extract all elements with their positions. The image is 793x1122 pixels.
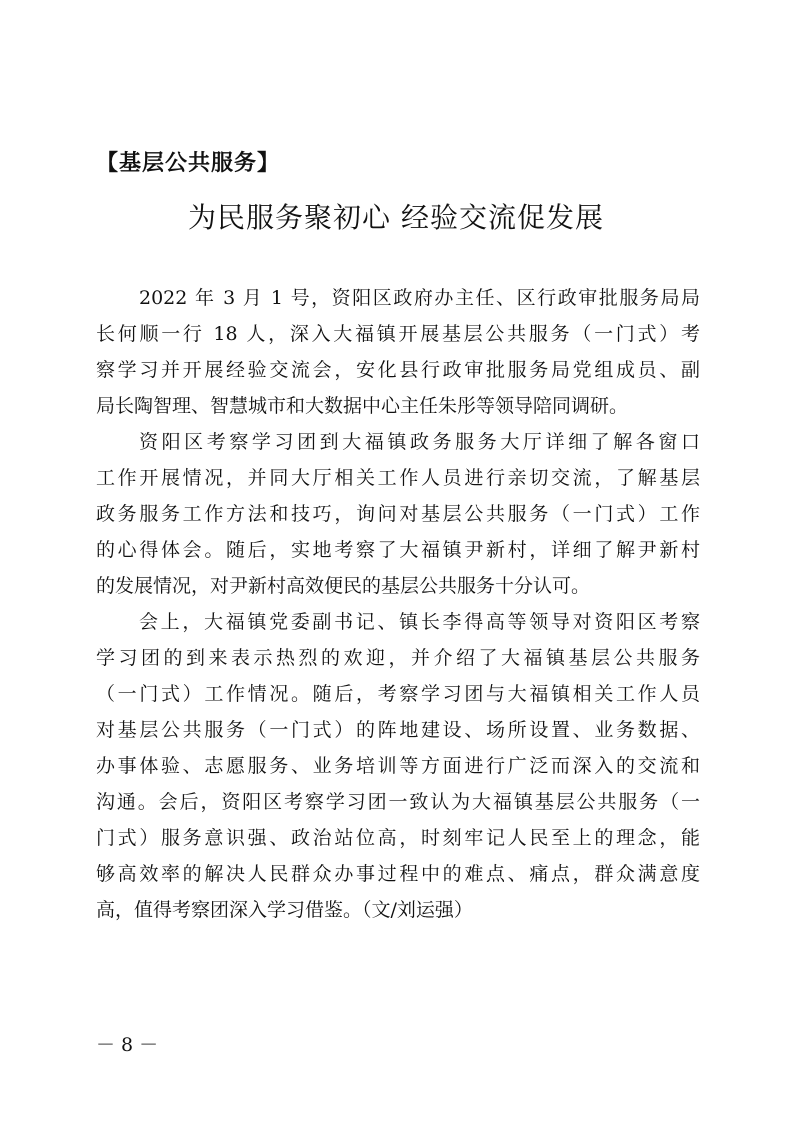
paragraph-2-line-1: 资阳区考察学习团到大福镇政务服务大厅详细了解各窗口: [139, 431, 700, 453]
paragraph-3-line-6: 沟通。会后，资阳区考察学习团一致认为大福镇基层公共服务（一: [96, 791, 700, 813]
paragraph-3-line-1: 会上，大福镇党委副书记、镇长李得高等领导对资阳区考察: [139, 611, 700, 633]
paragraph-3-line-2: 学习团的到来表示热烈的欢迎，并介绍了大福镇基层公共服务: [96, 647, 700, 669]
paragraph-3-line-3: （一门式）工作情况。随后，考察学习团与大福镇相关工作人员: [96, 683, 700, 705]
article-title: 为民服务聚初心 经验交流促发展: [188, 201, 604, 234]
paragraph-2-line-4: 的心得体会。随后，实地考察了大福镇尹新村，详细了解尹新村: [96, 539, 700, 561]
article-body: [96, 280, 700, 928]
paragraph-2-line-3: 政务服务工作方法和技巧，询问对基层公共服务（一门式）工作: [96, 503, 700, 525]
paragraph-1-line-4: 局长陶智理、智慧城市和大数据中心主任朱彤等领导陪同调研。: [96, 395, 629, 417]
paragraph-3-line-9: 高，值得考察团深入学习借鉴。（文/刘运强）: [96, 899, 473, 921]
paragraph-3-line-7: 门式）服务意识强、政治站位高，时刻牢记人民至上的理念，能: [96, 827, 700, 849]
paragraph-3-line-5: 办事体验、志愿服务、业务培训等方面进行广泛而深入的交流和: [96, 755, 700, 777]
paragraph-2-line-2: 工作开展情况，并同大厅相关工作人员进行亲切交流，了解基层: [96, 467, 700, 489]
page-number: － 8 －: [96, 1034, 159, 1056]
paragraph-1-line-2: 长何顺一行 18 人，深入大福镇开展基层公共服务（一门式）考: [96, 323, 700, 345]
paragraph-1-line-3: 察学习并开展经验交流会，安化县行政审批服务局党组成员、副: [96, 359, 700, 381]
paragraph-3-line-8: 够高效率的解决人民群众办事过程中的难点、痛点，群众满意度: [96, 863, 700, 885]
paragraph-1-line-1: 2022 年 3 月 1 号，资阳区政府办主任、区行政审批服务局局: [139, 287, 700, 309]
paragraph-3-line-4: 对基层公共服务（一门式）的阵地建设、场所设置、业务数据、: [96, 719, 700, 741]
section-tag: 【基层公共服务】: [96, 151, 281, 176]
paragraph-2-line-5: 的发展情况，对尹新村高效便民的基层公共服务十分认可。: [96, 575, 591, 597]
